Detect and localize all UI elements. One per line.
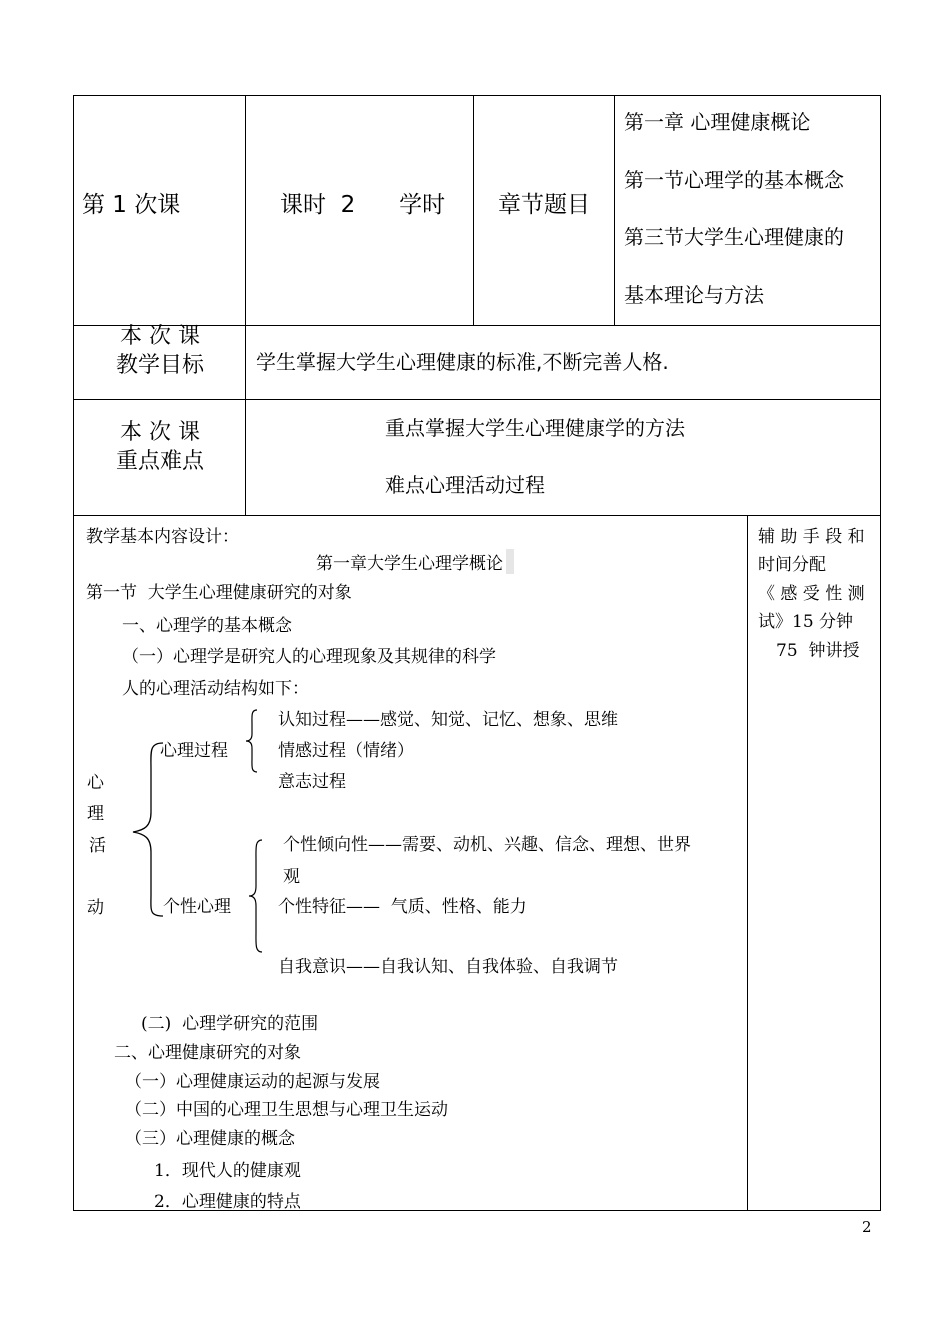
chapter-line-2: 第一节心理学的基本概念 <box>624 168 844 192</box>
diagram-root-char-1: 心 <box>87 773 104 793</box>
diagram-root-char-2: 理 <box>87 804 104 824</box>
personality-item-tendency: 个性倾向性——需要、动机、兴趣、信念、理想、世界 <box>283 835 691 855</box>
structure-intro: 人的心理活动结构如下： <box>122 679 309 699</box>
process-item-cognition: 认知过程——感觉、知觉、记忆、想象、思维 <box>278 710 618 730</box>
key-points-label <box>100 418 220 476</box>
personality-item-tendency-wrap: 观 <box>283 867 300 887</box>
section-1-title: 第一节 大学生心理健康研究的对象 <box>86 583 352 603</box>
chapter-line-4: 基本理论与方法 <box>624 283 764 307</box>
aside-line-1: 辅 助 手 段 和 <box>758 527 865 547</box>
personality-brace-icon <box>246 838 266 954</box>
objective-label-line-2: 教学目标 <box>115 353 204 378</box>
difficulty-text: 难点心理活动过程 <box>385 473 545 497</box>
item-2-2: （二）中国的心理卫生思想与心理卫生运动 <box>125 1100 448 1120</box>
aside-line-2: 时间分配 <box>758 555 826 575</box>
key-point-text: 重点掌握大学生心理健康学的方法 <box>385 416 685 440</box>
diagram-root-char-3: 活 <box>89 836 106 856</box>
objective-text: 学生掌握大学生心理健康的标准,不断完善人格. <box>256 350 669 374</box>
branch-psychological-process: 心理过程 <box>160 741 228 761</box>
aside-line-5: 75 钟讲授 <box>776 641 860 661</box>
content-intro: 教学基本内容设计： <box>86 527 239 547</box>
personality-item-self-awareness: 自我意识——自我认知、自我体验、自我调节 <box>278 957 618 977</box>
process-item-will: 意志过程 <box>278 772 346 792</box>
item-2-3-2: 2．心理健康的特点 <box>154 1192 301 1212</box>
item-1-1: （一）心理学是研究人的心理现象及其规律的科学 <box>122 647 496 667</box>
content-chapter-title: 第一章大学生心理学概论 <box>316 549 514 574</box>
item-2-3: （三）心理健康的概念 <box>125 1129 295 1149</box>
key-points-label-line-2: 重点难点 <box>115 449 204 474</box>
item-2: 二、心理健康研究的对象 <box>114 1043 301 1063</box>
key-points-label-line-1: 本 次 课 <box>120 420 200 445</box>
objective-label <box>100 322 220 380</box>
item-1: 一、心理学的基本概念 <box>122 616 292 636</box>
chapter-line-1: 第一章 心理健康概论 <box>624 110 811 134</box>
process-brace-icon <box>243 708 261 774</box>
aside-line-3: 《 感 受 性 测 <box>758 584 865 604</box>
diagram-root-char-4: 动 <box>87 898 104 918</box>
page-number: 2 <box>862 1218 872 1236</box>
objective-label-line-1: 本 次 课 <box>120 324 200 349</box>
class-hours: 课时 2 学时 <box>280 192 446 218</box>
chapter-label: 章节题目 <box>498 192 590 218</box>
item-1-2: (二) 心理学研究的范围 <box>141 1014 319 1034</box>
process-item-emotion: 情感过程（情绪） <box>278 741 414 761</box>
item-2-3-1: 1．现代人的健康观 <box>154 1161 301 1181</box>
chapter-line-3: 第三节大学生心理健康的 <box>624 225 844 249</box>
large-brace-icon <box>125 740 165 920</box>
aside-line-4: 试》15 分钟 <box>758 612 854 632</box>
personality-item-traits: 个性特征—— 气质、性格、能力 <box>278 897 527 917</box>
item-2-1: （一）心理健康运动的起源与发展 <box>125 1072 380 1092</box>
lesson-number: 第 1 次课 <box>82 192 181 218</box>
branch-personality-psychology: 个性心理 <box>163 897 231 917</box>
